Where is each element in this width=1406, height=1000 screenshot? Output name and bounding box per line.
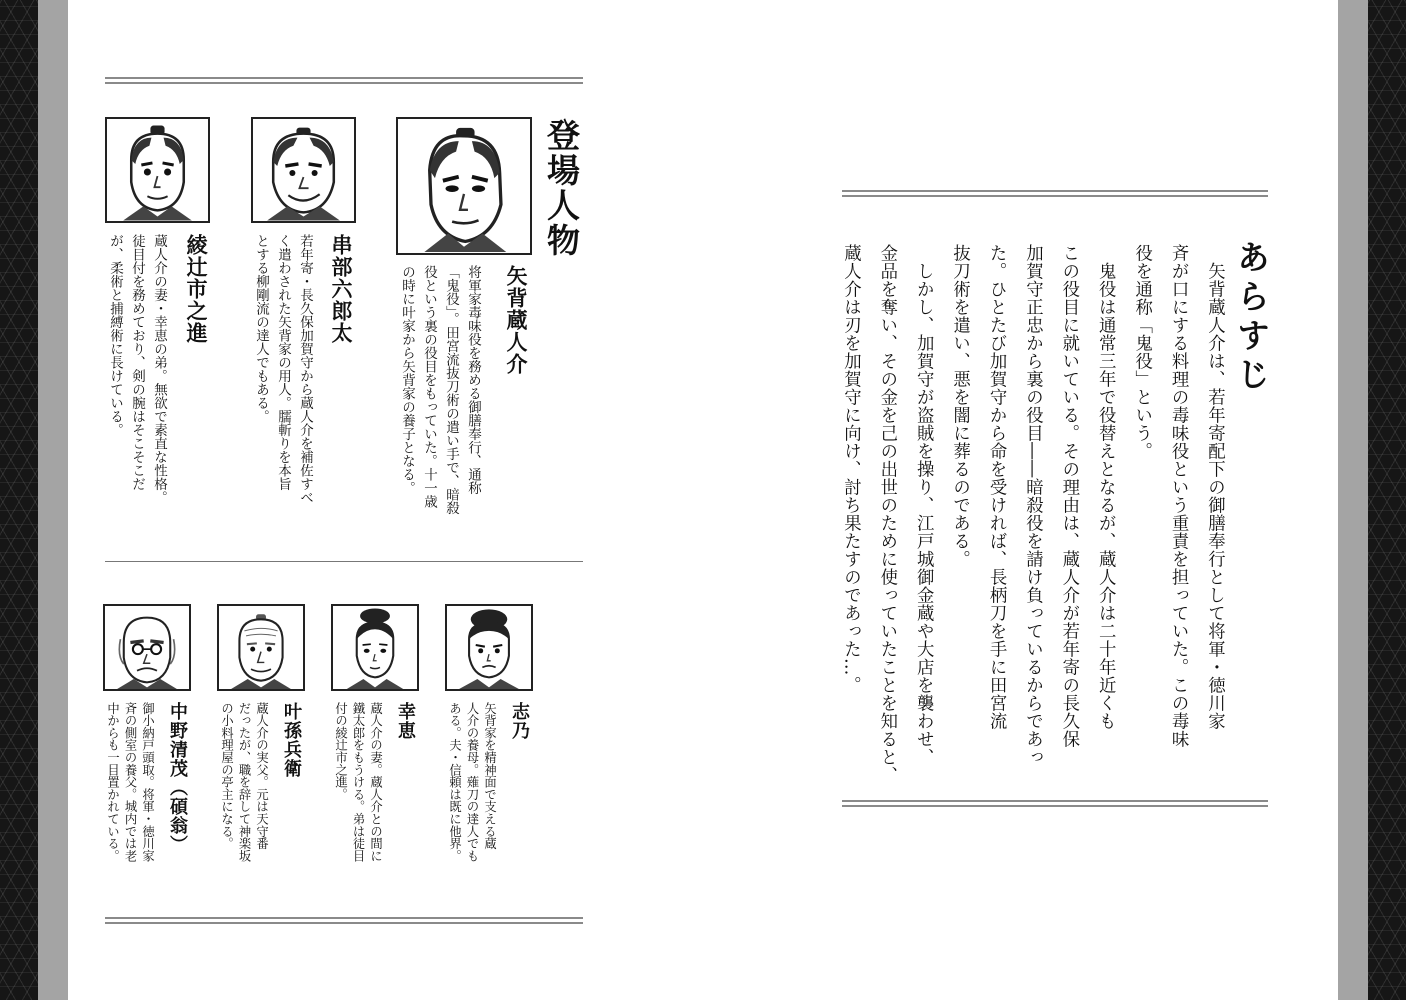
character-name: 串部六郎太 — [329, 234, 354, 344]
character-name: 幸恵 — [395, 702, 416, 740]
page-title: 登場人物 — [542, 118, 581, 258]
character-description: 将軍家毒味役を務める御膳奉行、通称 「鬼役」。田宮流抜刀術の遣い手で、暗殺 役という裏の役目をもっていた。十一歳 の時に叶家から矢背家の養子となる。 — [399, 265, 481, 515]
woman-face-icon — [447, 606, 531, 689]
synopsis-top-rule — [842, 190, 1268, 197]
old-man-face-icon — [219, 606, 303, 689]
book-spread — [68, 0, 1338, 1000]
bottom-double-rule — [105, 917, 583, 924]
character-name: 叶孫兵衛 — [281, 702, 302, 778]
character-name: 矢背蔵人介 — [504, 265, 529, 375]
synopsis-body: 矢背蔵人介は、若年寄配下の御膳奉行として将軍・徳川家 斉が口にする料理の毒味役という重責を担っていた。この毒味 役を通称「鬼役」という。 鬼役は通常三年で役替えとなるが、蔵人介は二十年近くも この役目に就いている。その理由は、蔵人介が若年寄の長久保 加賀守正忠から裏の役目――暗殺役を請け負っているからであっ た。ひとたび加賀守から命を受ければ、長柄刀を手に田宮流 抜刀術を遣い、悪を闇に葬るのである。 しかし、加賀守が盗賊を操り、江戸城御金蔵や大店を襲わせ、 金品を奪い、その金を己の出世のために使っていたことを知ると、 蔵人介は刃を加賀守に向け、討ち果たすのであった…。 — [840, 244, 1225, 784]
section-divider — [105, 561, 583, 562]
samurai-face-icon — [253, 119, 354, 221]
synopsis-title: あらすじ — [1232, 240, 1271, 396]
right-border-pattern — [1368, 0, 1406, 1000]
portrait-kanou-magobee — [217, 604, 305, 691]
samurai-face-icon — [398, 119, 530, 253]
portrait-kushibe-rokurota — [251, 117, 356, 223]
character-name: 綾辻市之進 — [184, 234, 209, 344]
woman-face-icon — [333, 606, 417, 689]
character-description: 矢背家を精神面で支える蔵 人介の養母。薙刀の達人でも ある。夫・信頼は既に他界。 — [447, 702, 497, 862]
portrait-sachie — [331, 604, 419, 691]
old-man-face-icon — [105, 606, 189, 689]
character-description: 若年寄・長久保加賀守から蔵人介を補佐すべ く遣わされた矢背家の用人。臑斬りを本旨 とする柳剛流の達人でもある。 — [253, 234, 313, 504]
right-gray-band — [1338, 0, 1368, 1000]
synopsis-bottom-rule — [842, 800, 1268, 807]
portrait-ayatsuji-ichinoshin — [105, 117, 210, 223]
portrait-yase-kurandonosuke — [396, 117, 532, 255]
left-border-pattern — [0, 0, 38, 1000]
character-name: 中野清茂（碩翁） — [167, 702, 188, 854]
character-description: 蔵人介の妻。蔵人介との間に 鐵太郎をもうける。弟は徒目 付の綾辻市之進。 — [333, 702, 383, 862]
character-description: 御小納戸頭取。将軍・徳川家 斉の側室の養父。城内では老 中からも一目置かれている。 — [105, 702, 155, 862]
top-double-rule — [105, 77, 583, 84]
left-gray-band — [38, 0, 68, 1000]
portrait-shino — [445, 604, 533, 691]
character-description: 蔵人介の妻・幸恵の弟。無欲で素直な性格。 徒目付を務めており、剣の腕はそこそこだ が、柔術と捕縛術に長けている。 — [107, 234, 167, 504]
character-name: 志乃 — [509, 702, 530, 740]
samurai-face-icon — [107, 119, 208, 221]
portrait-nakano-kiyoshige — [103, 604, 191, 691]
character-description: 蔵人介の実父。元は天守番 だったが、職を辞して神楽坂 の小料理屋の亭主になる。 — [219, 702, 269, 862]
